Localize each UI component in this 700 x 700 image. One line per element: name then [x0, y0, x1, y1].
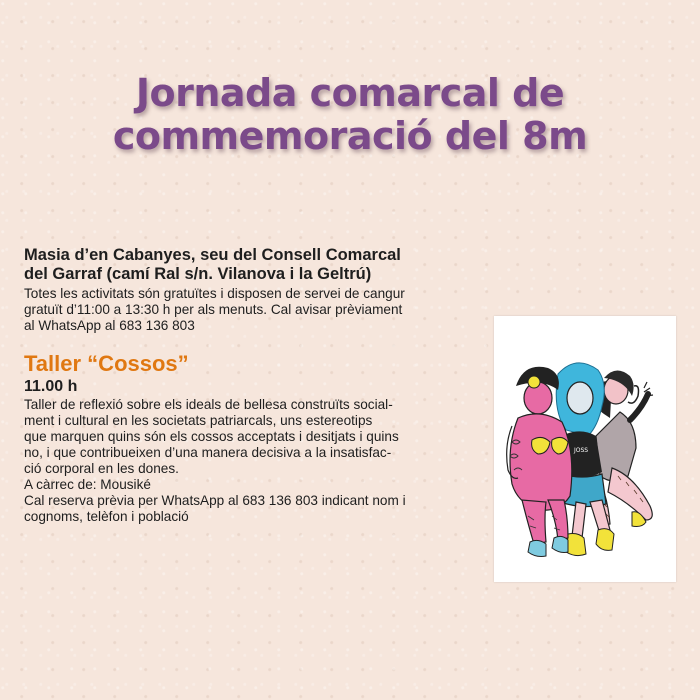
workshop-title: Taller “Cossos” — [24, 351, 189, 376]
description-line: que marquen quins són els cossos acceptats i desitjats i quins — [24, 429, 399, 444]
info-line: Totes les activitats són gratuïtes i disposen de servei de cangur — [24, 286, 405, 301]
illustration-drawing — [494, 316, 676, 582]
shirt-text: JOSS — [574, 447, 589, 454]
workshop-description — [24, 397, 494, 525]
title-line-1: Jornada comarcal de — [135, 71, 565, 115]
general-info — [24, 286, 494, 334]
description-line: cognoms, telèfon i població — [24, 509, 189, 524]
title-line-2: commemoració del 8m — [112, 114, 588, 158]
illustration-three-women — [494, 316, 676, 582]
workshop-time: 11.00 h — [24, 378, 78, 395]
description-line: ment i cultural en les societats patriarcals, uns estereotips — [24, 413, 373, 428]
description-line: ció corporal en les dones. — [24, 461, 179, 476]
description-line: A càrrec de: Mousiké — [24, 477, 151, 492]
description-line: Taller de reflexió sobre els ideals de bellesa construïts social- — [24, 397, 393, 412]
venue-line-1: Masia d’en Cabanyes, seu del Consell Comarcal — [24, 246, 401, 264]
description-line: Cal reserva prèvia per WhatsApp al 683 136 803 indicant nom i — [24, 493, 406, 508]
description-line: no, i que contribueixen d’una manera decisiva a la insatisfac- — [24, 445, 392, 460]
venue — [24, 246, 494, 284]
venue-line-2: del Garraf (camí Ral s/n. Vilanova i la Geltrú) — [24, 265, 372, 283]
info-line: gratuït d’11:00 a 13:30 h per als menuts. Cal avisar prèviament — [24, 302, 403, 317]
event-details — [24, 246, 494, 525]
info-line: al WhatsApp al 683 136 803 — [24, 318, 195, 333]
page-title — [0, 72, 700, 158]
